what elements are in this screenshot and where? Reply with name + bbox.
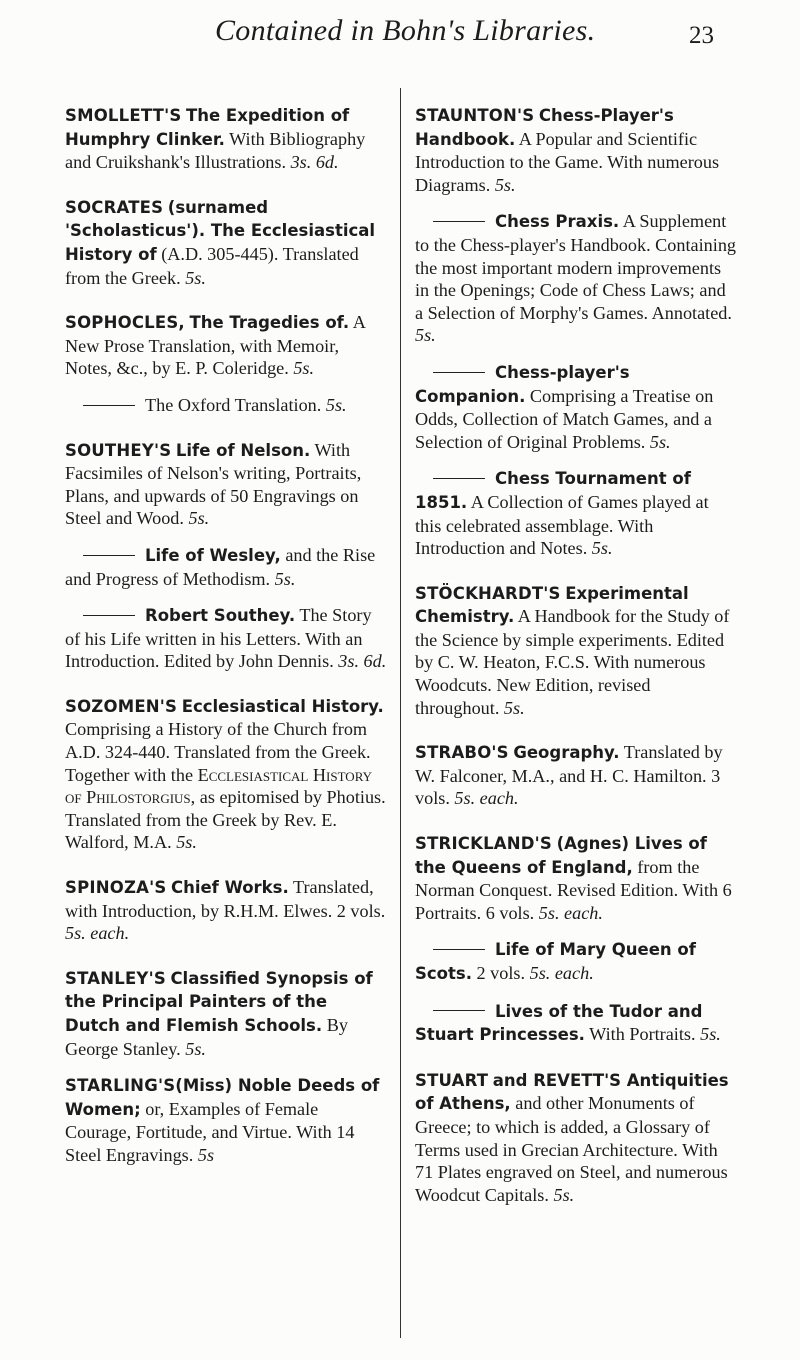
ditto-dash <box>83 405 135 406</box>
entry-description-cont: as epitomised by Photius. Translated from the Greek by Rev. E. Walford, M.A. <box>65 787 386 853</box>
entry-author: STANLEY'S <box>65 968 166 988</box>
catalog-entry <box>415 582 737 720</box>
entry-price: 5s. <box>494 174 516 195</box>
entry-price: 5s. <box>503 697 525 718</box>
entry-description: 2 vols. <box>476 963 526 983</box>
catalog-entry <box>415 741 737 810</box>
catalog-entry <box>65 876 387 945</box>
catalog-entry <box>65 695 387 854</box>
entry-title: Ecclesiastical History. <box>181 696 384 716</box>
entry-title: Experimental Chemistry. <box>415 583 689 627</box>
entry-title: The Expedition of Humphry Clinker. <box>65 106 350 149</box>
entry-title: The Tragedies of. <box>189 313 350 333</box>
entry-author: STUART <box>415 1070 489 1090</box>
entry-description: By George Stanley. <box>65 1015 348 1059</box>
entry-smallcaps: Ecclesiastical History of Philostorgius, <box>65 764 373 808</box>
entry-author: SOUTHEY'S <box>65 440 172 460</box>
catalog-entry <box>415 104 737 196</box>
entry-description: and other Monuments of Greece; to which is added, a Glossary of Terms used in Grecian Architecture. With 71 Plates engraved on Steel, and numerous Woodcut Capitals. <box>415 1093 728 1205</box>
entry-title: (Miss) Noble Deeds of Women; <box>65 1076 380 1119</box>
entry-title: Chess Praxis. <box>495 212 620 232</box>
ditto-dash <box>433 478 485 479</box>
entry-price: 5s. <box>553 1184 575 1205</box>
entry-price: 5s. each. <box>65 923 130 944</box>
entry-author: SPINOZA'S <box>65 878 167 898</box>
entry-price: 5s. <box>293 358 315 379</box>
entry-description: A Supplement to the Chess-player's Handbook. Containing the most important modern improvements in the Openings; Code of Chess Laws; and a Selection of Morphy's Games. Annotated. <box>415 211 737 323</box>
entry-description: With Facsimiles of Nelson's writing, Portraits, Plans, and upwards of 50 Engravings on Steel and Wood. <box>65 439 362 529</box>
entry-description: With Bibliography and Cruikshank's Illustrations. <box>65 128 366 173</box>
entry-title: Chess-player's Companion. <box>415 362 630 406</box>
entry-title: and REVETT'S Antiquities of Athens, <box>415 1070 729 1114</box>
entry-price: 5s. each. <box>454 788 519 809</box>
entry-price: 5s. <box>700 1024 721 1045</box>
catalog-entry <box>65 439 387 530</box>
page-number: 23 <box>689 22 714 49</box>
entry-price: 5s. <box>325 394 347 415</box>
ditto-dash <box>433 1010 485 1011</box>
entry-price: 5s. each. <box>538 902 603 923</box>
catalog-entry <box>415 1000 737 1047</box>
entry-author: STRABO'S <box>415 743 509 763</box>
catalog-entry <box>65 311 387 380</box>
right-column <box>415 104 737 1206</box>
entry-description: A Collection of Games played at this celebrated assemblage. With Introduction and Notes. <box>415 491 709 559</box>
entry-price: 5s <box>197 1144 215 1165</box>
entry-title: Life of Mary Queen of Scots. <box>415 940 696 983</box>
entry-price: 5s. <box>185 267 206 288</box>
entry-title: Classified Synopsis of the Principal Painters of the Dutch and Flemish Schools. <box>65 968 373 1035</box>
entry-description: With Portraits. <box>589 1024 696 1045</box>
entry-title: Robert Southey. <box>145 606 296 626</box>
entry-title-dates: (A.D. 305-445). <box>161 243 279 264</box>
catalog-entry <box>65 967 387 1060</box>
entry-description: The Story of his Life written in his Letters. With an Introduction. Edited by John Dennis. <box>65 605 372 672</box>
catalog-entry <box>65 544 387 590</box>
entry-description: from the Norman Conquest. Revised Edition. With 6 Portraits. 6 vols. <box>415 856 732 923</box>
catalog-entry <box>415 1069 737 1207</box>
entry-price: 5s. <box>176 832 197 853</box>
entry-description: A Popular and Scientific Introduction to the Game. With numerous Diagrams. <box>415 128 720 195</box>
entry-description: Translated from the Greek. <box>65 243 359 288</box>
left-column <box>65 104 387 1167</box>
entry-price: 5s. <box>185 1038 206 1059</box>
entry-price: 5s. <box>415 325 436 346</box>
catalog-entry <box>65 394 387 417</box>
ditto-dash <box>83 615 135 616</box>
entry-description: Translated by W. Falconer, M.A., and H. C. Hamilton. 3 vols. <box>415 742 723 809</box>
entry-price: 5s. <box>649 431 671 452</box>
entry-author: STARLING'S <box>65 1076 176 1096</box>
page-header <box>0 12 800 62</box>
entry-price: 5s. <box>274 568 296 589</box>
entry-description: Translated, with Introduction, by R.H.M. Elwes. 2 vols. <box>65 877 386 921</box>
entry-price: 3s. 6d. <box>338 651 387 672</box>
catalog-entry <box>415 467 737 559</box>
entry-description: Comprising a Treatise on Odds, Collection of Match Games, and a Selection of Original Problems. <box>415 385 714 452</box>
entry-price: 5s. each. <box>529 963 594 983</box>
entry-author: SOPHOCLES, <box>65 313 185 333</box>
entry-description: Comprising a History of the Church from A.D. 324-440. Translated from the Greek. Together with the <box>65 719 371 785</box>
ditto-dash <box>433 221 485 222</box>
catalog-entry <box>415 361 737 453</box>
catalog-entry <box>415 938 737 985</box>
entry-price: 3s. 6d. <box>290 152 339 173</box>
entry-title: Life of Nelson. <box>175 440 311 460</box>
entry-author: STRICKLAND'S <box>415 834 553 854</box>
entry-description: A Handbook for the Study of the Science by simple experiments. Edited by C. W. Heaton, F.C.S. With numerous Woodcuts. New Edition, revised throughout. <box>415 606 730 718</box>
entry-description: The Oxford Translation. <box>145 394 322 415</box>
catalog-entry <box>415 832 737 924</box>
column-divider <box>400 88 401 1338</box>
entry-title: (surnamed 'Scholasticus'). The Ecclesiastical History of <box>65 197 376 264</box>
ditto-dash <box>83 555 135 556</box>
entry-description: A New Prose Translation, with Memoir, Notes, &c., by E. P. Coleridge. <box>65 312 365 379</box>
entry-title: Chess-Player's Handbook. <box>415 106 674 149</box>
page-title: Contained in Bohn's Libraries. <box>215 14 596 47</box>
ditto-dash <box>433 949 485 950</box>
catalog-entry <box>65 1074 387 1166</box>
entry-description: and the Rise and Progress of Methodism. <box>65 544 376 589</box>
entry-title: Lives of the Tudor and Stuart Princesses. <box>415 1001 703 1045</box>
catalog-entry <box>65 104 387 174</box>
entry-author: STÖCKHARDT'S <box>415 583 561 603</box>
entry-price: 5s. <box>188 508 210 529</box>
ditto-dash <box>433 372 485 373</box>
entry-author: SOZOMEN'S <box>65 696 178 716</box>
entry-price: 5s. <box>591 538 613 559</box>
entry-title: Life of Wesley, <box>145 545 281 565</box>
entry-title: Geography. <box>513 743 620 763</box>
entry-title: Chess Tournament of 1851. <box>415 469 691 512</box>
entry-author: SMOLLETT'S <box>65 106 182 125</box>
entry-author: SOCRATES <box>65 197 164 217</box>
catalog-entry <box>65 604 387 673</box>
entry-title: (Agnes) Lives of the Queens of England, <box>415 834 707 877</box>
catalog-entry <box>415 210 737 347</box>
catalog-entry <box>65 196 387 289</box>
entry-author: STAUNTON'S <box>415 106 535 125</box>
entry-description: or, Examples of Female Courage, Fortitude, and Virtue. With 14 Steel Engravings. <box>65 1098 355 1165</box>
entry-title: Chief Works. <box>170 878 289 898</box>
